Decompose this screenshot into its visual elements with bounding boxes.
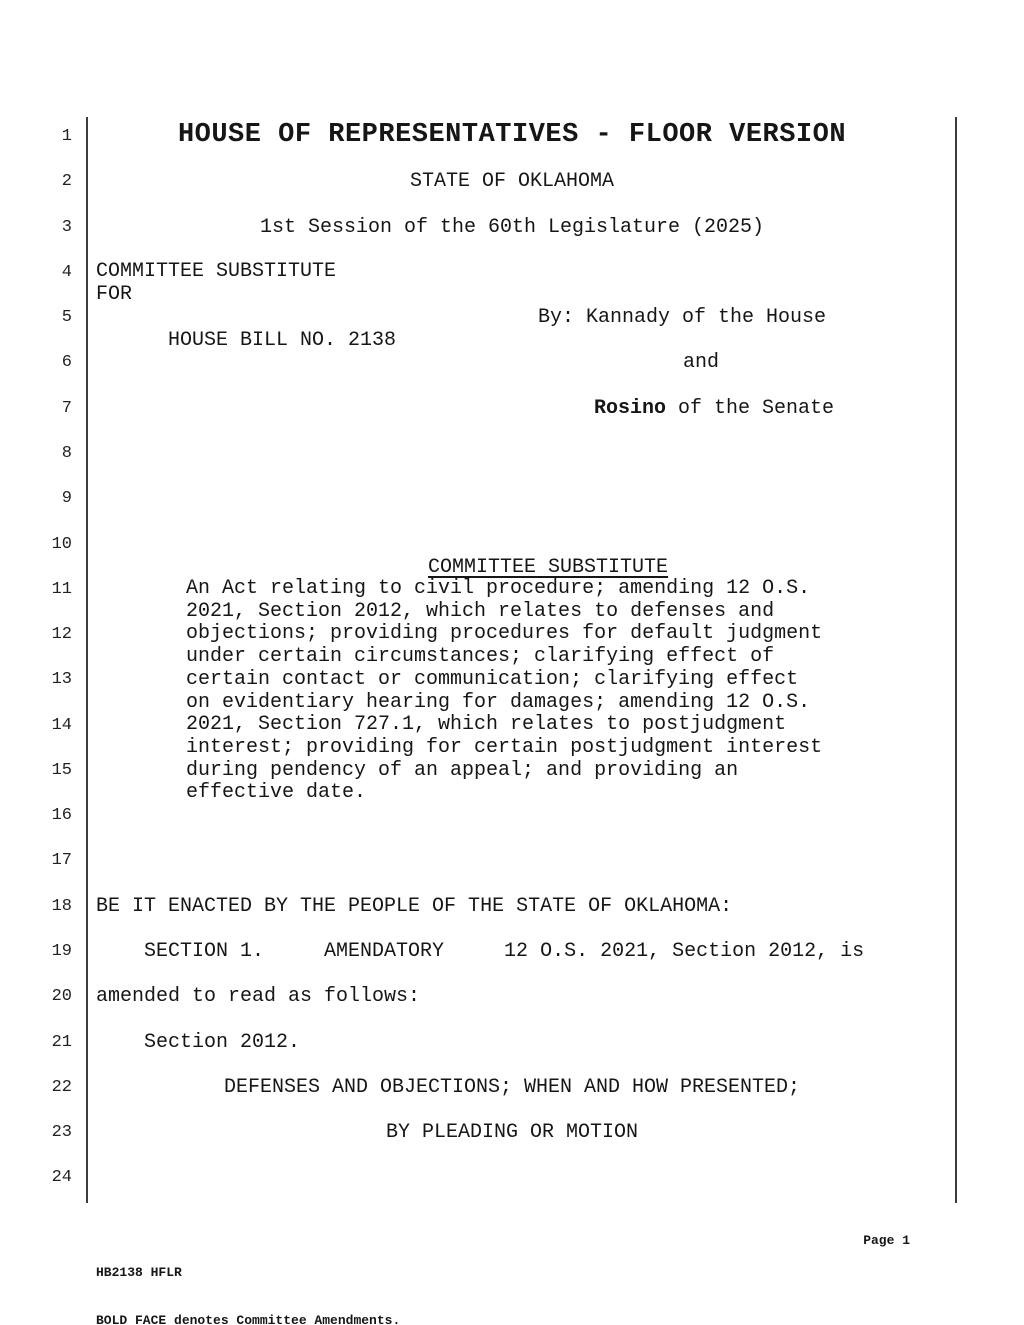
senate-author-name: Rosino (594, 397, 667, 420)
section1-line: SECTION 1. AMENDATORY 12 O.S. 2021, Section 2012, is (144, 940, 865, 963)
right-margin-rule (955, 117, 957, 1203)
footer-left (96, 1233, 400, 1325)
house-author: By: Kannady of the House (538, 306, 827, 329)
line-number: 17 (51, 851, 72, 870)
line-number: 18 (51, 897, 72, 916)
line-number: 22 (51, 1078, 72, 1097)
line-number: 6 (61, 353, 72, 372)
section-2012-line: Section 2012. (144, 1031, 301, 1054)
document-title: HOUSE OF REPRESENTATIVES - FLOOR VERSION (177, 120, 847, 150)
line-number: 8 (61, 444, 72, 463)
section1-continuation: amended to read as follows: (96, 985, 421, 1008)
statute-heading-line2: BY PLEADING OR MOTION (385, 1121, 639, 1144)
line-number: 21 (51, 1033, 72, 1052)
line-number: 24 (51, 1168, 72, 1187)
act-title-paragraph: An Act relating to civil procedure; amending 12 O.S. 2021, Section 2012, which relates to defenses and objections; providing procedures for default judgment under certain circumstances; clarifying effect of certain contact or communication; clarifying effect on evidentiary hearing for damages; amending 12 O.S. 2021, Section 727.1, which relates to postjudgment interest; providing for certain postjudgment interest during pendency of an appeal; and providing an effective date. (186, 577, 823, 805)
line-number: 14 (51, 716, 72, 735)
senate-author-suffix: of the Senate (666, 397, 835, 420)
line-number: 1 (61, 127, 72, 146)
senate-author (594, 397, 834, 420)
senate-author-line (96, 397, 928, 466)
substitute-heading: COMMITTEE SUBSTITUTE (427, 556, 669, 579)
state-line: STATE OF OKLAHOMA (409, 170, 615, 193)
line-number: 12 (51, 625, 72, 644)
committee-substitute-for: COMMITTEE SUBSTITUTE FOR (96, 260, 337, 306)
line-number: 5 (61, 308, 72, 327)
statute-heading-line1: DEFENSES AND OBJECTIONS; WHEN AND HOW PRESENTED; (223, 1076, 801, 1099)
line-number: 15 (51, 761, 72, 780)
line-number: 7 (61, 399, 72, 418)
line-number: 10 (51, 535, 72, 554)
line-number: 19 (51, 942, 72, 961)
line-number: 4 (61, 263, 72, 282)
line-number: 3 (61, 218, 72, 237)
bill-number: HOUSE BILL NO. 2138 (168, 329, 397, 352)
line-number: 20 (51, 987, 72, 1006)
line-number: 11 (51, 580, 72, 599)
left-margin-rule (86, 117, 88, 1203)
footer-doc-id: HB2138 HFLR (96, 1265, 182, 1280)
footer-page-number: Page 1 (863, 1233, 910, 1248)
line-number: 2 (61, 172, 72, 191)
footer-note: BOLD FACE denotes Committee Amendments. (96, 1313, 401, 1325)
line-number: 23 (51, 1123, 72, 1142)
enacting-clause: BE IT ENACTED BY THE PEOPLE OF THE STATE OF OKLAHOMA: (96, 895, 733, 918)
line-number: 16 (51, 806, 72, 825)
line-number: 9 (61, 489, 72, 508)
session-line: 1st Session of the 60th Legislature (2025) (259, 216, 765, 239)
author-conjunction: and (683, 351, 720, 374)
line-number: 13 (51, 670, 72, 689)
